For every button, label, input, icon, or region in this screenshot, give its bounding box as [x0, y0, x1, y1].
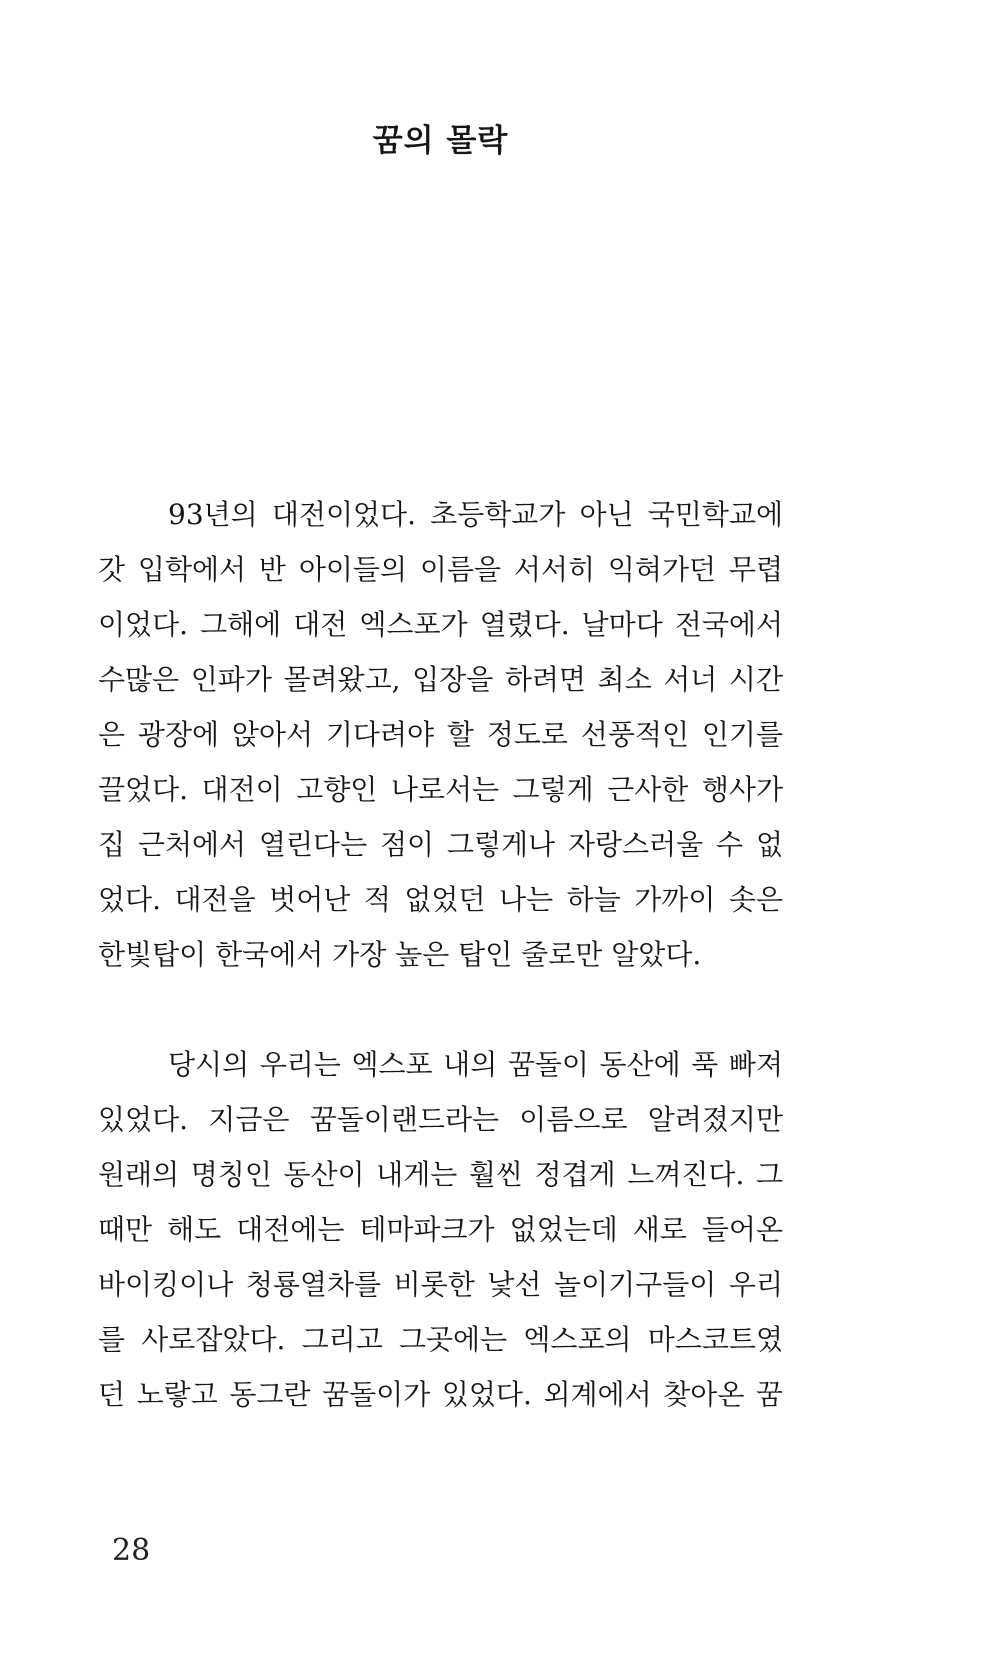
text-line: 한빛탑이 한국에서 가장 높은 탑인 줄로만 알았다.	[98, 938, 702, 971]
text-line: 원래의 명칭인 동산이 내게는 훨씬 정겹게 느껴진다. 그	[98, 1158, 783, 1191]
text-line: 끌었다. 대전이 고향인 나로서는 그렇게 근사한 행사가	[98, 773, 783, 806]
chapter-title: 꿈의 몰락	[372, 123, 509, 159]
text-line: 은 광장에 앉아서 기다려야 할 정도로 선풍적인 인기를	[98, 718, 783, 751]
text-line: 갓 입학에서 반 아이들의 이름을 서서히 익혀가던 무렵	[98, 553, 783, 586]
text-line: 를 사로잡았다. 그리고 그곳에는 엑스포의 마스코트였	[98, 1323, 783, 1356]
text-line: 당시의 우리는 엑스포 내의 꿈돌이 동산에 푹 빠져	[168, 1048, 783, 1081]
text-line: 93년의 대전이었다. 초등학교가 아닌 국민학교에	[168, 498, 783, 531]
text-line: 던 노랗고 동그란 꿈돌이가 있었다. 외계에서 찾아온 꿈	[98, 1378, 783, 1411]
text-line: 집 근처에서 열린다는 점이 그렇게나 자랑스러울 수 없	[98, 828, 783, 861]
text-line: 수많은 인파가 몰려왔고, 입장을 하려면 최소 서너 시간	[98, 663, 783, 696]
text-line: 때만 해도 대전에는 테마파크가 없었는데 새로 들어온	[98, 1213, 783, 1246]
text-line: 있었다. 지금은 꿈돌이랜드라는 이름으로 알려졌지만	[98, 1103, 783, 1136]
page-number: 28	[112, 1533, 151, 1568]
text-line: 었다. 대전을 벗어난 적 없었던 나는 하늘 가까이 솟은	[98, 883, 783, 916]
paragraph	[98, 1037, 783, 1422]
text-line: 바이킹이나 청룡열차를 비롯한 낯선 놀이기구들이 우리	[98, 1268, 783, 1301]
paragraph	[98, 487, 783, 982]
body-text	[98, 487, 783, 1422]
text-line: 이었다. 그해에 대전 엑스포가 열렸다. 날마다 전국에서	[98, 608, 783, 641]
